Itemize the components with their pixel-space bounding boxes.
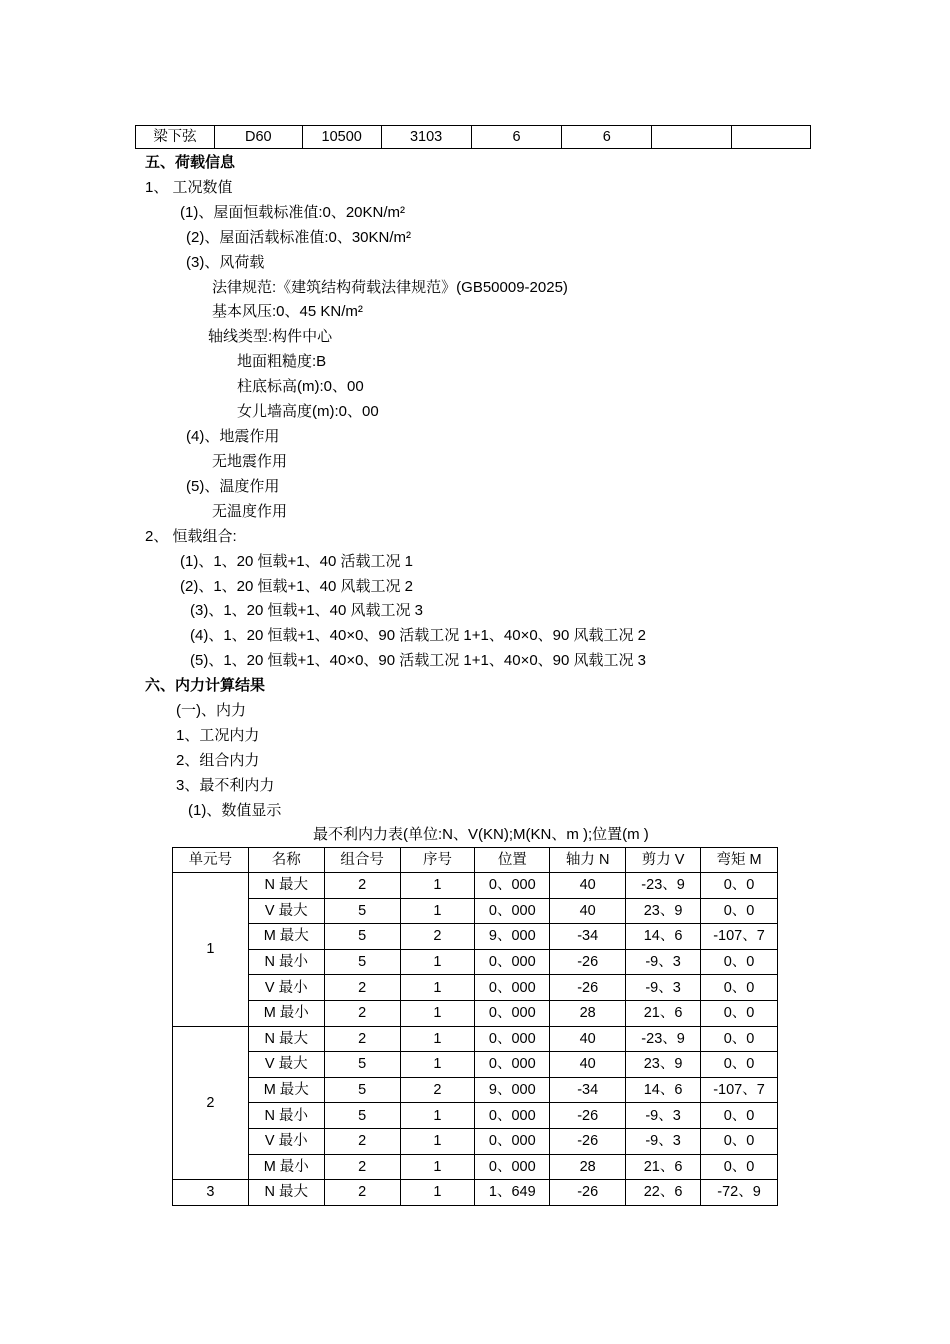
table-cell: 0、0 xyxy=(701,898,778,924)
table-row xyxy=(173,1103,778,1129)
table-cell: 0、0 xyxy=(701,1128,778,1154)
text-line: 无地震作用 xyxy=(212,453,288,470)
table-cell: 2 xyxy=(400,924,475,950)
table-cell: 0、000 xyxy=(475,949,550,975)
table-cell: 21、6 xyxy=(626,1000,701,1026)
table-cell: -26 xyxy=(550,975,626,1001)
table-cell: N 最大 xyxy=(248,1026,324,1052)
combo-line: (4)、1、20 恒载+1、40×0、90 活载工况 1+1、40×0、90 风载工况 2 xyxy=(190,627,647,644)
table-cell: M 最小 xyxy=(248,1000,324,1026)
column-header: 轴力 N xyxy=(550,848,626,873)
table-row xyxy=(173,1077,778,1103)
table-row xyxy=(173,924,778,950)
table-cell: 1 xyxy=(400,898,475,924)
text-line: 1、工况内力 xyxy=(176,727,260,744)
table-cell: 0、000 xyxy=(475,1103,550,1129)
table-cell: 2 xyxy=(400,1077,475,1103)
table-cell: -9、3 xyxy=(626,1103,701,1129)
column-header: 名称 xyxy=(248,848,324,873)
unit-cell: 3 xyxy=(173,1180,249,1206)
table-cell: M 最大 xyxy=(248,924,324,950)
table-cell: 0、0 xyxy=(701,975,778,1001)
table-cell: 0、0 xyxy=(701,1103,778,1129)
text-line: (3)、风荷载 xyxy=(186,254,265,271)
text-line: 3、最不利内力 xyxy=(176,777,275,794)
table-cell: -9、3 xyxy=(626,949,701,975)
text-line: 无温度作用 xyxy=(212,503,288,520)
table-cell: 0、000 xyxy=(475,1154,550,1180)
table-cell: 40 xyxy=(550,1052,626,1078)
table-cell: 1 xyxy=(400,975,475,1001)
table-cell: 0、0 xyxy=(701,1000,778,1026)
table-cell: 1 xyxy=(400,949,475,975)
table-cell: D60 xyxy=(214,126,302,149)
table-cell: 0、0 xyxy=(701,949,778,975)
table-cell: -26 xyxy=(550,1128,626,1154)
table-cell: 14、6 xyxy=(626,1077,701,1103)
table-row xyxy=(173,949,778,975)
table-cell: 0、000 xyxy=(475,898,550,924)
table-cell: V 最小 xyxy=(248,975,324,1001)
table-cell: -72、9 xyxy=(701,1180,778,1206)
table-cell: 1 xyxy=(400,1103,475,1129)
table-caption: 最不利内力表(单位:N、V(KN);M(KN、m );位置(m ) xyxy=(313,826,649,843)
table-cell: 0、000 xyxy=(475,975,550,1001)
table-cell: 0、0 xyxy=(701,873,778,899)
unit-cell: 1 xyxy=(173,873,249,1027)
table-row xyxy=(173,1180,778,1206)
table-cell: 1、649 xyxy=(475,1180,550,1206)
table-row xyxy=(173,1154,778,1180)
table-cell: M 最大 xyxy=(248,1077,324,1103)
table-cell: 5 xyxy=(324,1052,400,1078)
table-cell: 2 xyxy=(324,1154,400,1180)
table-cell: 1 xyxy=(400,873,475,899)
member-table-fragment xyxy=(135,125,811,149)
table-row xyxy=(173,873,778,899)
column-header: 组合号 xyxy=(324,848,400,873)
table-cell: 1 xyxy=(400,1180,475,1206)
combo-line: (1)、1、20 恒载+1、40 活载工况 1 xyxy=(180,553,413,570)
table-cell: 2 xyxy=(324,873,400,899)
table-cell: V 最小 xyxy=(248,1128,324,1154)
table-cell: 5 xyxy=(324,1077,400,1103)
unit-cell: 2 xyxy=(173,1026,249,1180)
table-cell: 1 xyxy=(400,1052,475,1078)
table-cell: 14、6 xyxy=(626,924,701,950)
column-header: 弯矩 M xyxy=(701,848,778,873)
text-line: 法律规范:《建筑结构荷载法律规范》(GB50009-2025) xyxy=(212,279,568,296)
table-cell: 0、0 xyxy=(701,1154,778,1180)
table-cell: V 最大 xyxy=(248,898,324,924)
text-line: 基本风压:0、45 KN/m² xyxy=(212,303,363,320)
section-title-forces: 六、内力计算结果 xyxy=(145,677,266,694)
table-cell: -23、9 xyxy=(626,873,701,899)
table-cell: 2 xyxy=(324,1026,400,1052)
table-row xyxy=(173,1026,778,1052)
table-cell: 0、000 xyxy=(475,1000,550,1026)
text-line: (1)、数值显示 xyxy=(188,802,282,819)
table-cell: 0、0 xyxy=(701,1026,778,1052)
table-cell: 5 xyxy=(324,924,400,950)
text-line: 柱底标高(m):0、00 xyxy=(237,378,364,395)
table-row xyxy=(173,1000,778,1026)
table-cell: -107、7 xyxy=(701,1077,778,1103)
text-line: (5)、温度作用 xyxy=(186,478,280,495)
text-line: (2)、屋面活载标准值:0、30KN/m² xyxy=(186,229,412,246)
table-cell: 梁下弦 xyxy=(136,126,215,149)
table-cell: 23、9 xyxy=(626,1052,701,1078)
table-cell: 2 xyxy=(324,1180,400,1206)
text-line: (4)、地震作用 xyxy=(186,428,280,445)
table-cell: -107、7 xyxy=(701,924,778,950)
table-cell: 6 xyxy=(471,126,562,149)
table-cell: N 最大 xyxy=(248,873,324,899)
text-line: 轴线类型:构件中心 xyxy=(208,328,333,345)
table-cell: 0、000 xyxy=(475,1052,550,1078)
table-cell: 9、000 xyxy=(475,1077,550,1103)
table-row xyxy=(173,1052,778,1078)
table-cell: N 最小 xyxy=(248,949,324,975)
table-cell: -26 xyxy=(550,1180,626,1206)
table-cell: -23、9 xyxy=(626,1026,701,1052)
table-cell: 5 xyxy=(324,1103,400,1129)
text-line: 2、组合内力 xyxy=(176,752,260,769)
table-cell: 1 xyxy=(400,1154,475,1180)
table-cell xyxy=(732,126,811,149)
section-title-loads: 五、荷载信息 xyxy=(145,154,236,171)
table-cell: 10500 xyxy=(302,126,381,149)
table-header-row xyxy=(173,848,778,873)
table-row xyxy=(173,898,778,924)
table-cell: 23、9 xyxy=(626,898,701,924)
table-cell: 6 xyxy=(562,126,652,149)
table-cell: 40 xyxy=(550,1026,626,1052)
table-cell: 1 xyxy=(400,1000,475,1026)
force-results-table xyxy=(172,847,778,1206)
table-cell: 1 xyxy=(400,1026,475,1052)
table-cell: 28 xyxy=(550,1154,626,1180)
table-row xyxy=(136,126,811,149)
table-cell: N 最大 xyxy=(248,1180,324,1206)
table-cell: V 最大 xyxy=(248,1052,324,1078)
column-header: 位置 xyxy=(475,848,550,873)
table-cell: 1 xyxy=(400,1128,475,1154)
table-cell: 2 xyxy=(324,1000,400,1026)
table-cell: -26 xyxy=(550,1103,626,1129)
combo-line: (3)、1、20 恒载+1、40 风载工况 3 xyxy=(190,602,423,619)
text-line: (1)、屋面恒载标准值:0、20KN/m² xyxy=(180,204,406,221)
combo-line: (2)、1、20 恒载+1、40 风载工况 2 xyxy=(180,578,413,595)
table-cell: 9、000 xyxy=(475,924,550,950)
table-cell: 0、000 xyxy=(475,1026,550,1052)
table-cell: N 最小 xyxy=(248,1103,324,1129)
table-cell: 0、000 xyxy=(475,1128,550,1154)
table-cell: 0、000 xyxy=(475,873,550,899)
table-cell: -9、3 xyxy=(626,1128,701,1154)
table-cell: 40 xyxy=(550,898,626,924)
subheading-combinations: 2、 恒载组合: xyxy=(145,528,237,545)
table-cell: M 最小 xyxy=(248,1154,324,1180)
table-cell: 5 xyxy=(324,898,400,924)
column-header: 剪力 V xyxy=(626,848,701,873)
table-cell: 5 xyxy=(324,949,400,975)
table-cell: 22、6 xyxy=(626,1180,701,1206)
column-header: 单元号 xyxy=(173,848,249,873)
subheading-case-values: 1、 工况数值 xyxy=(145,179,233,196)
table-cell: -34 xyxy=(550,1077,626,1103)
table-cell: -26 xyxy=(550,949,626,975)
column-header: 序号 xyxy=(400,848,475,873)
table-cell: -34 xyxy=(550,924,626,950)
text-line: 女儿墙高度(m):0、00 xyxy=(237,403,379,420)
table-cell: 40 xyxy=(550,873,626,899)
table-cell: 2 xyxy=(324,975,400,1001)
text-line: (一)、内力 xyxy=(176,702,246,719)
text-line: 地面粗糙度:B xyxy=(237,353,327,370)
table-cell: 0、0 xyxy=(701,1052,778,1078)
table-cell: 28 xyxy=(550,1000,626,1026)
table-cell: 21、6 xyxy=(626,1154,701,1180)
table-cell: -9、3 xyxy=(626,975,701,1001)
combo-line: (5)、1、20 恒载+1、40×0、90 活载工况 1+1、40×0、90 风载工况 3 xyxy=(190,652,647,669)
table-cell: 3103 xyxy=(381,126,471,149)
table-cell: 2 xyxy=(324,1128,400,1154)
table-row xyxy=(173,975,778,1001)
table-cell xyxy=(652,126,732,149)
table-row xyxy=(173,1128,778,1154)
